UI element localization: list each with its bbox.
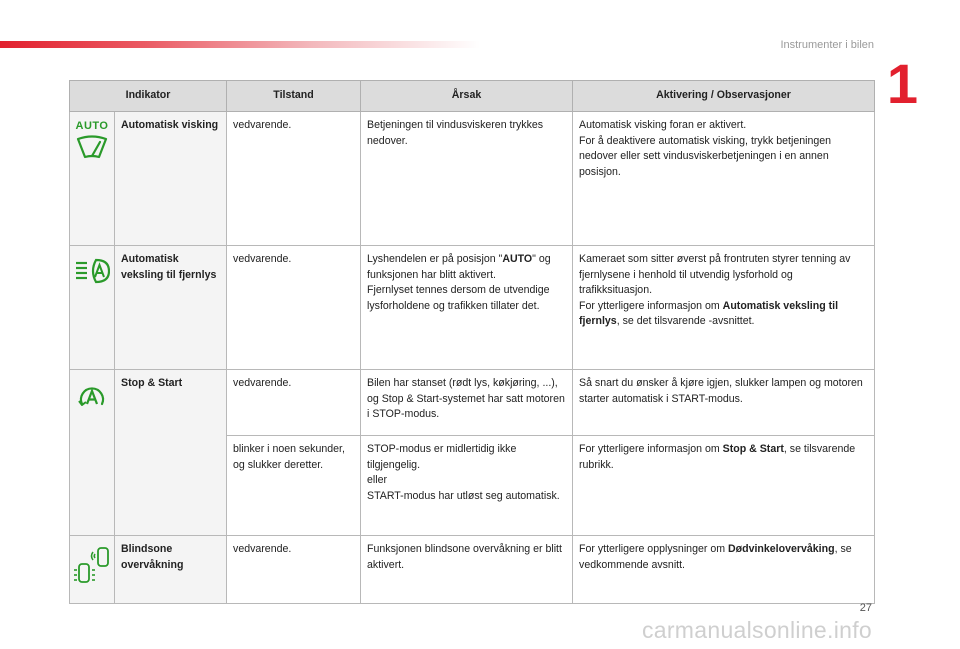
cause-line: Fjernlyset tennes dersom de utvendige lysforholdene og trafikken tillater det. — [367, 284, 550, 312]
header-accent-bar — [0, 41, 480, 48]
table-row — [70, 112, 875, 246]
activation-link-text: Stop & Start — [722, 443, 784, 455]
cause-line: STOP-modus er midlertidig ikke tilgjengelig. — [367, 443, 517, 471]
activation-link-text: Automatisk veksling til fjernlys — [579, 299, 839, 327]
wiper-auto-icon — [75, 135, 109, 161]
activation-line: Kameraet som sitter øverst på frontruten styrer tenning av fjernlysene i henhold til utvendig lysforhold og trafikksituasjon. — [579, 253, 851, 296]
activation-text: , se tilsvarende rubrikk. — [579, 443, 856, 471]
activation-text: For ytterligere informasjon om — [579, 443, 723, 455]
state-cell: blinker i noen sekunder, og slukker deretter. — [227, 436, 361, 536]
indicator-table — [69, 80, 875, 604]
column-header-indicator: Indikator — [70, 81, 227, 112]
indicator-icon-cell — [70, 536, 115, 604]
indicator-icon-cell — [70, 112, 115, 246]
indicator-name: Stop & Start — [115, 370, 227, 536]
cause-cell: Funksjonen blindsone overvåkning er blitt aktivert. — [361, 536, 573, 604]
activation-text: , se vedkommende avsnitt. — [579, 543, 852, 571]
table-row — [70, 246, 875, 370]
indicator-name: Blindsone overvåkning — [115, 536, 227, 604]
state-cell: vedvarende. — [227, 112, 361, 246]
cause-cell — [361, 436, 573, 536]
table-row — [70, 536, 875, 604]
activation-link-text: Dødvinkelovervåking — [727, 543, 835, 555]
watermark: carmanualsonline.info — [641, 617, 872, 643]
indicator-icon-cell — [70, 246, 115, 370]
indicator-name: Automatisk veksling til fjernlys — [115, 246, 227, 370]
state-cell: vedvarende. — [227, 370, 361, 436]
state-cell: vedvarende. — [227, 246, 361, 370]
table-header-row — [70, 81, 875, 112]
state-cell: vedvarende. — [227, 536, 361, 604]
cause-text: Lyshendelen er på posisjon " — [367, 253, 503, 265]
activation-line — [579, 299, 868, 330]
activation-cell — [573, 436, 875, 536]
activation-cell — [573, 536, 875, 604]
column-header-cause: Årsak — [361, 81, 573, 112]
stop-start-icon — [77, 384, 107, 410]
activation-cell — [573, 112, 875, 246]
cause-auto-keyword: AUTO — [502, 253, 533, 265]
activation-cell — [573, 246, 875, 370]
page-number: 27 — [859, 602, 872, 614]
cause-line: eller — [367, 474, 388, 486]
chapter-number: 1 — [886, 52, 918, 115]
cause-cell: Betjeningen til vindusviskeren trykkes nedover. — [361, 112, 573, 246]
activation-text: For ytterligere opplysninger om — [579, 543, 728, 555]
indicator-name: Automatisk visking — [115, 112, 227, 246]
indicator-icon-cell — [70, 370, 115, 536]
cause-cell: Bilen har stanset (rødt lys, køkjøring, ...), og Stop & Start-systemet har satt motoren i STOP-modus. — [361, 370, 573, 436]
auto-headlamp-icon — [74, 258, 110, 284]
activation-line: Automatisk visking foran er aktivert. — [579, 119, 747, 131]
activation-text: For ytterligere informasjon om — [579, 299, 723, 312]
cause-line — [367, 252, 566, 283]
cause-text: " og funksjonen har blitt aktivert. — [367, 253, 551, 281]
column-header-state: Tilstand — [227, 81, 361, 112]
activation-line: For å deaktivere automatisk visking, trykk betjeningen nedover eller sett vindusviskerbetjeningen i en annen posisjon. — [579, 134, 832, 178]
activation-text: , se det tilsvarende -avsnittet. — [616, 315, 755, 327]
cause-cell — [361, 246, 573, 370]
table-row — [70, 370, 875, 436]
column-header-activation: Aktivering / Observasjoner — [573, 81, 875, 112]
section-title: Instrumenter i bilen — [780, 39, 874, 51]
activation-cell: Så snart du ønsker å kjøre igjen, slukker lampen og motoren starter automatisk i START-modus. — [573, 370, 875, 436]
wiper-auto-label: AUTO — [75, 120, 109, 132]
blind-spot-icon — [73, 546, 111, 584]
cause-line: START-modus har utløst seg automatisk. — [367, 489, 560, 502]
